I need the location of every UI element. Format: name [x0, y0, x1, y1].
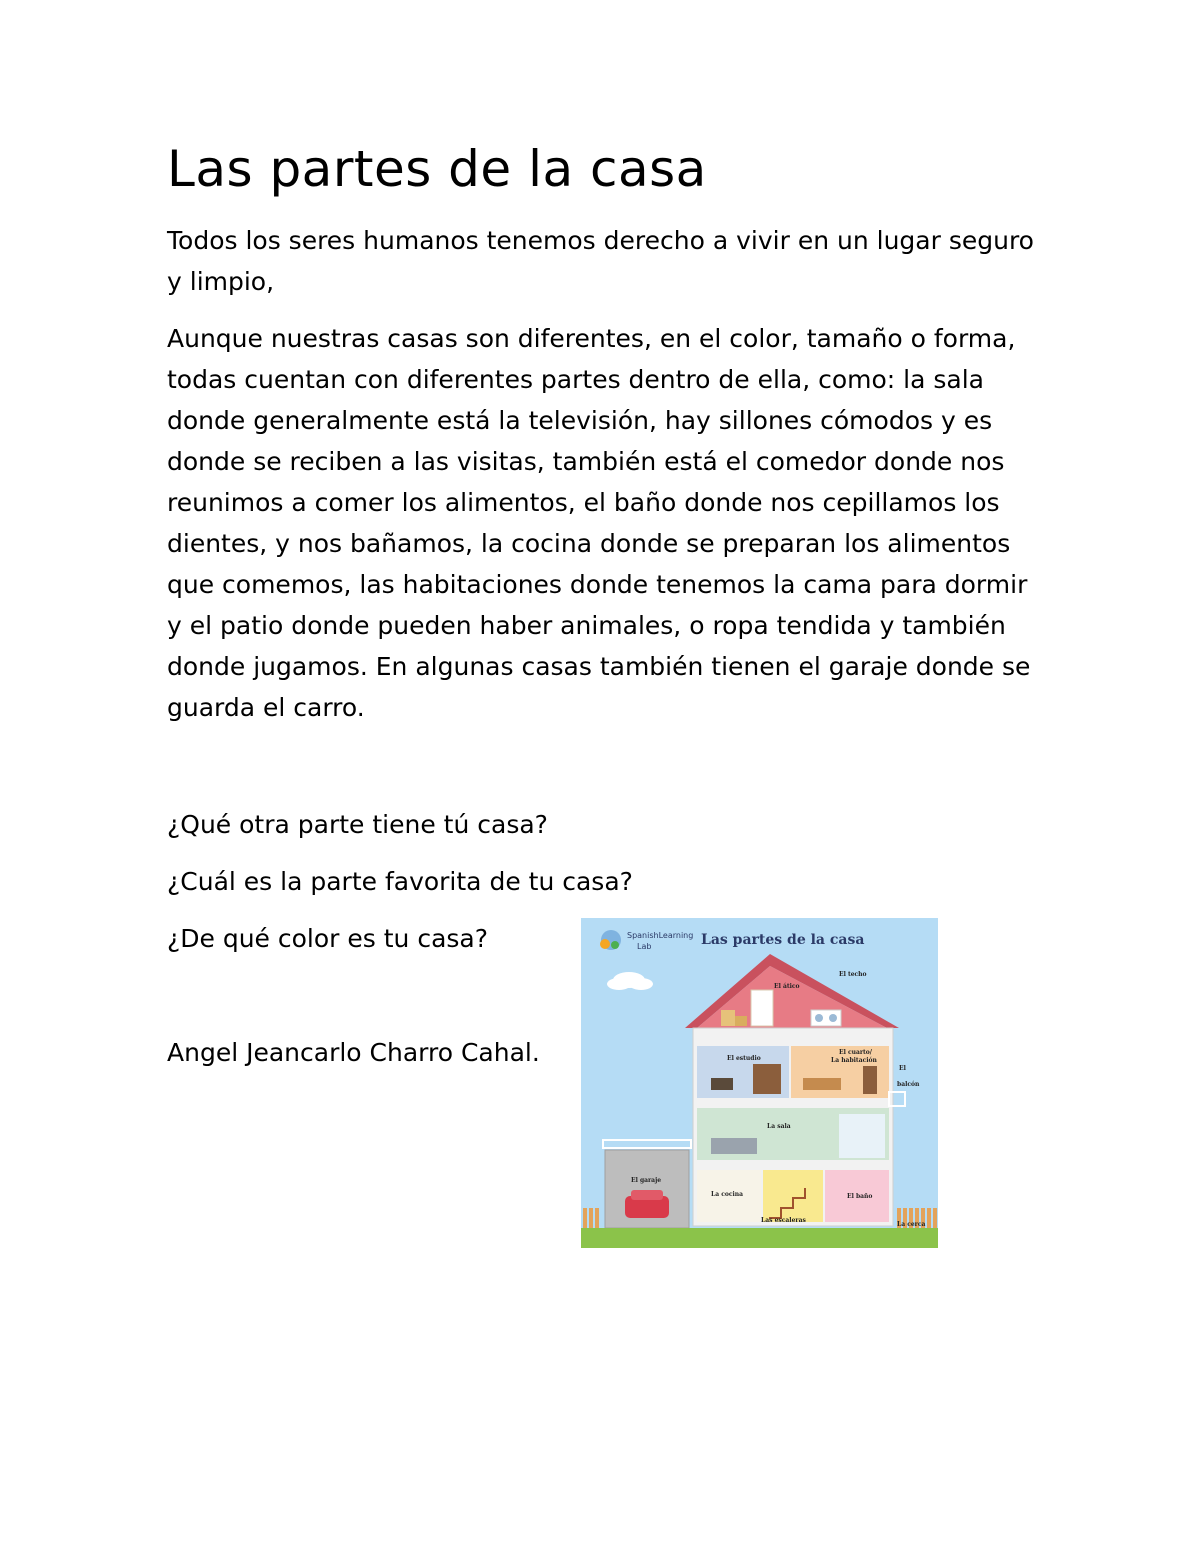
label-garaje: El garaje: [631, 1177, 662, 1184]
house-illustration-svg: [581, 918, 938, 1248]
question-1: ¿Qué otra parte tiene tú casa?: [167, 810, 548, 839]
author-name: Angel Jeancarlo Charro Cahal.: [167, 1038, 540, 1067]
intro-paragraph: Todos los seres humanos tenemos derecho a vivir en un lugar seguro y limpio,: [167, 226, 1034, 296]
illustration-title: Las partes de la casa: [701, 932, 865, 948]
bathroom-upper: [839, 1114, 885, 1158]
desk: [711, 1078, 733, 1090]
label-cocina: La cocina: [711, 1191, 744, 1198]
label-sala: La sala: [767, 1123, 791, 1130]
label-estudio: El estudio: [727, 1055, 761, 1062]
label-bano: El baño: [847, 1193, 873, 1200]
label-escaleras: Las escaleras: [761, 1217, 806, 1224]
sofa: [711, 1138, 757, 1154]
body-paragraph: Aunque nuestras casas son diferentes, en el color, tamaño o forma, todas cuentan con diferentes partes dentro de ella, como: la sala donde generalmente está la televisión, hay sillones cómodos y es donde se reciben a las visitas, también está el comedor donde nos reunimos a comer los alimentos, el baño donde nos cepillamos los dientes, y nos bañamos, la cocina donde se preparan los alimentos que comemos, las habitaciones donde tenemos la cama para dormir y el patio donde pueden haber animales, o ropa tendida y también donde jugamos. En algunas casas también tienen el garaje donde se guarda el carro.: [167, 324, 1031, 722]
label-cerca: La cerca: [897, 1221, 926, 1228]
door: [863, 1066, 877, 1094]
bed: [803, 1078, 841, 1090]
label-cuarto-2: La habitación: [831, 1057, 877, 1064]
label-balcon-1: El: [899, 1065, 906, 1072]
label-atico: El ático: [774, 983, 800, 990]
car-top: [631, 1190, 663, 1200]
attic-wardrobe: [751, 990, 773, 1026]
grass: [581, 1228, 938, 1248]
question-3: ¿De qué color es tu casa?: [167, 924, 489, 953]
label-techo: El techo: [839, 971, 867, 978]
attic-box: [735, 1016, 747, 1026]
document-title: Las partes de la casa: [167, 140, 707, 198]
logo-sub: Lab: [637, 942, 652, 951]
question-2: ¿Cuál es la parte favorita de tu casa?: [167, 867, 633, 896]
room-escaleras: [763, 1170, 823, 1222]
label-cuarto-1: El cuarto/: [839, 1049, 872, 1056]
attic-box: [721, 1010, 735, 1026]
logo-text: SpanishLearning: [627, 931, 694, 940]
label-balcon-2: balcón: [897, 1081, 920, 1088]
bookshelf: [753, 1064, 781, 1094]
house-parts-illustration: [581, 918, 938, 1248]
